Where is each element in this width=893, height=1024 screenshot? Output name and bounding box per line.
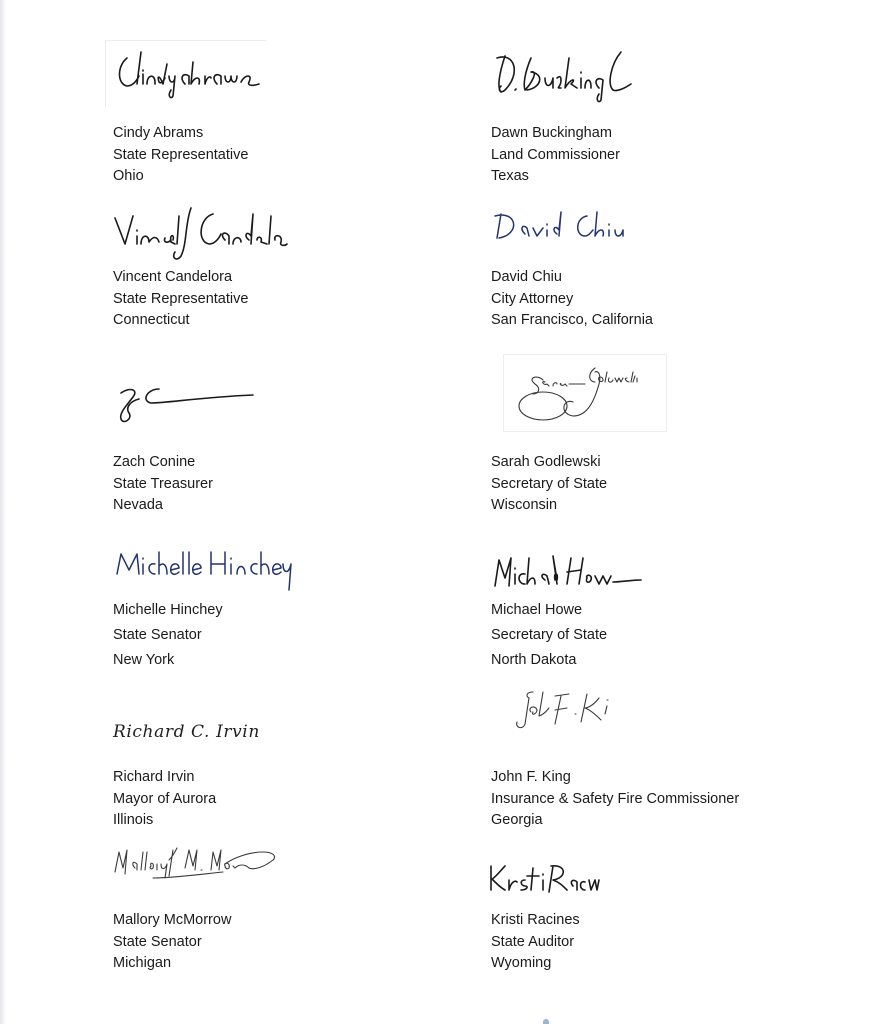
signer-title: State Senator xyxy=(113,627,202,643)
signer-info xyxy=(113,598,223,673)
signature-zach-conine xyxy=(113,379,263,434)
signer-title: State Representative xyxy=(113,146,249,163)
signature-john-f-king xyxy=(511,684,621,734)
signer-title: Mayor of Aurora xyxy=(113,790,217,807)
signer-name: David Chiu xyxy=(491,269,562,285)
signer-place: Wisconsin xyxy=(491,497,558,513)
signer-info xyxy=(491,452,607,517)
signer-place: North Dakota xyxy=(491,652,577,668)
page-corner-mark xyxy=(543,1019,549,1024)
signer-name: Sarah Godlewski xyxy=(491,454,601,470)
page-edge-shadow xyxy=(0,0,6,1024)
signer-title: State Treasurer xyxy=(113,475,213,492)
signer-name: John F. King xyxy=(491,769,571,785)
signer-info xyxy=(491,910,580,975)
signer-info xyxy=(113,123,248,188)
signature-vincent-candelora xyxy=(113,200,288,270)
signature-sarah-godlewski xyxy=(503,354,665,430)
signature-michael-howe xyxy=(491,552,641,597)
signer-title: Land Commissioner xyxy=(491,146,620,163)
signer-place: Illinois xyxy=(113,812,154,828)
signature-dawn-buckingham xyxy=(491,44,641,104)
signer-title: Secretary of State xyxy=(491,627,608,643)
signer-place: Wyoming xyxy=(491,955,552,971)
signer-info xyxy=(491,598,607,673)
signer-name: Richard Irvin xyxy=(113,769,195,785)
signature-mallory-mcmorrow xyxy=(113,838,278,898)
signer-info xyxy=(113,910,231,975)
signer-name: Dawn Buckingham xyxy=(491,125,612,141)
signer-place: Michigan xyxy=(113,955,172,971)
signer-info xyxy=(113,767,216,832)
signer-place: San Francisco, California xyxy=(491,312,653,328)
signer-title: City Attorney xyxy=(491,290,574,307)
signer-place: Nevada xyxy=(113,497,163,513)
signer-name: Michael Howe xyxy=(491,602,583,618)
signer-place: Georgia xyxy=(491,812,543,828)
signer-title: Secretary of State xyxy=(491,475,608,492)
signer-info xyxy=(491,267,653,332)
signature-cindy-abrams xyxy=(113,44,263,99)
signature-richard-irvin: Richard C. Irvin xyxy=(113,722,260,742)
signer-name: Vincent Candelora xyxy=(113,269,233,285)
signer-info xyxy=(113,267,248,332)
signer-name: Cindy Abrams xyxy=(113,125,204,141)
signer-name: Mallory McMorrow xyxy=(113,912,232,928)
signer-info xyxy=(113,452,213,517)
signer-info xyxy=(491,123,620,188)
signer-title: Insurance & Safety Fire Commissioner xyxy=(491,790,740,807)
signer-place: New York xyxy=(113,652,175,668)
signer-title: State Representative xyxy=(113,290,249,307)
signer-place: Connecticut xyxy=(113,312,190,328)
signature-michelle-hinchey xyxy=(113,546,293,596)
signature-kristi-racines xyxy=(487,856,602,901)
signer-name: Kristi Racines xyxy=(491,912,580,928)
signer-title: State Auditor xyxy=(491,933,575,950)
signer-name: Zach Conine xyxy=(113,454,196,470)
signature-david-chiu xyxy=(491,204,631,249)
signer-place: Ohio xyxy=(113,168,144,184)
signer-place: Texas xyxy=(491,168,529,184)
signer-info xyxy=(491,767,739,832)
signer-name: Michelle Hinchey xyxy=(113,602,223,618)
signer-title: State Senator xyxy=(113,933,202,950)
